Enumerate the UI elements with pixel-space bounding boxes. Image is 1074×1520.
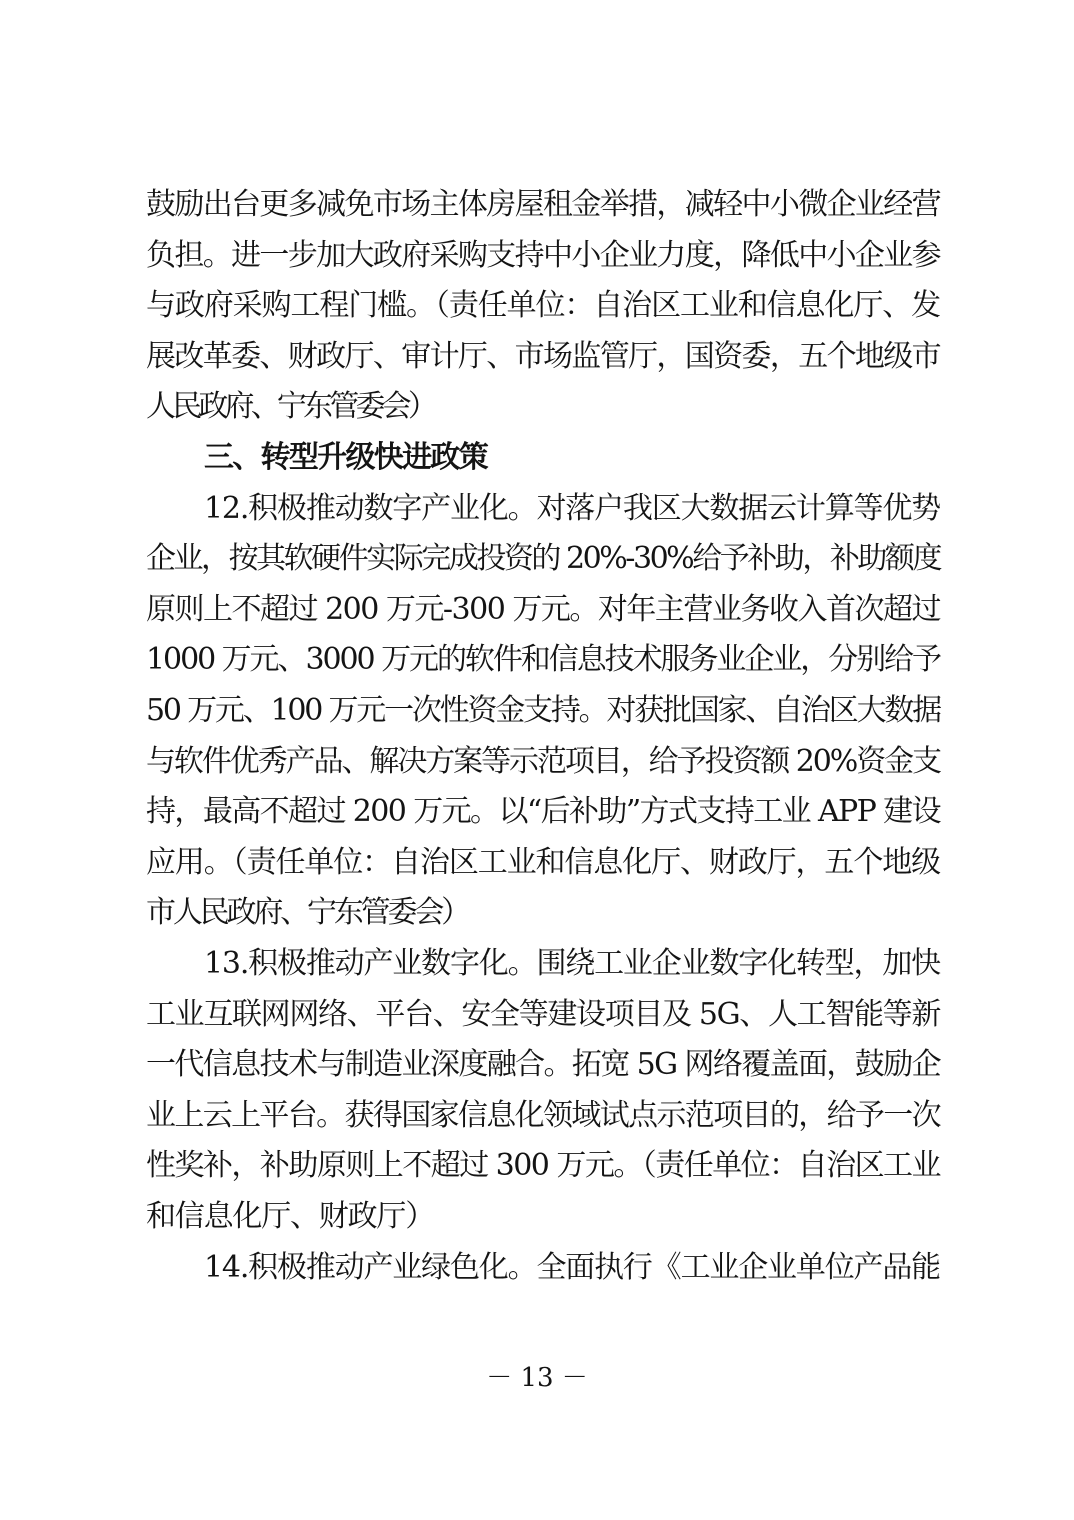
- paragraph-line: 与政府采购工程门槛。（责任单位：自治区工业和信息化厅、发: [146, 288, 940, 323]
- paragraph-line: 性奖补，补助原则上不超过 300 万元。（责任单位：自治区工业: [146, 1148, 940, 1183]
- paragraph-line: 企业，按其软硬件实际完成投资的 20%-30%给予补助，补助额度: [146, 541, 940, 576]
- paragraph-line: 50 万元、100 万元一次性资金支持。对获批国家、自治区大数据: [146, 693, 940, 728]
- section-heading: 三、转型升级快进政策: [204, 440, 487, 475]
- paragraph-line: 业上云上平台。获得国家信息化领域试点示范项目的，给予一次: [146, 1098, 940, 1133]
- paragraph-line: 与软件优秀产品、解决方案等示范项目，给予投资额 20%资金支: [146, 744, 940, 779]
- paragraph-line: 市人民政府、宁东管委会）: [146, 895, 468, 930]
- paragraph-line: 1000 万元、3000 万元的软件和信息技术服务业企业，分别给予: [146, 642, 940, 677]
- paragraph-line: 原则上不超过 200 万元-300 万元。对年主营业务收入首次超过: [146, 592, 940, 627]
- paragraph-line: 应用。（责任单位：自治区工业和信息化厅、财政厅，五个地级: [146, 845, 940, 880]
- paragraph-line: 一代信息技术与制造业深度融合。拓宽 5G 网络覆盖面，鼓励企: [146, 1047, 940, 1082]
- paragraph-line: 负担。进一步加大政府采购支持中小企业力度，降低中小企业参: [146, 238, 940, 273]
- paragraph-line: 鼓励出台更多减免市场主体房屋租金举措，减轻中小微企业经营: [146, 187, 940, 222]
- paragraph-line: 13.积极推动产业数字化。围绕工业企业数字化转型，加快: [204, 946, 940, 981]
- paragraph-line: 人民政府、宁东管委会）: [146, 389, 434, 424]
- page-number: － 13 －: [486, 1363, 588, 1393]
- paragraph-line: 工业互联网网络、平台、安全等建设项目及 5G、人工智能等新: [146, 997, 940, 1032]
- paragraph-line: 14.积极推动产业绿色化。全面执行《工业企业单位产品能: [204, 1250, 940, 1285]
- paragraph-line: 持，最高不超过 200 万元。以“后补助”方式支持工业 APP 建设: [146, 794, 940, 829]
- paragraph-line: 12.积极推动数字产业化。对落户我区大数据云计算等优势: [204, 491, 940, 526]
- paragraph-line: 和信息化厅、财政厅）: [146, 1199, 434, 1234]
- paragraph-line: 展改革委、财政厅、审计厅、市场监管厅，国资委，五个地级市: [146, 339, 940, 374]
